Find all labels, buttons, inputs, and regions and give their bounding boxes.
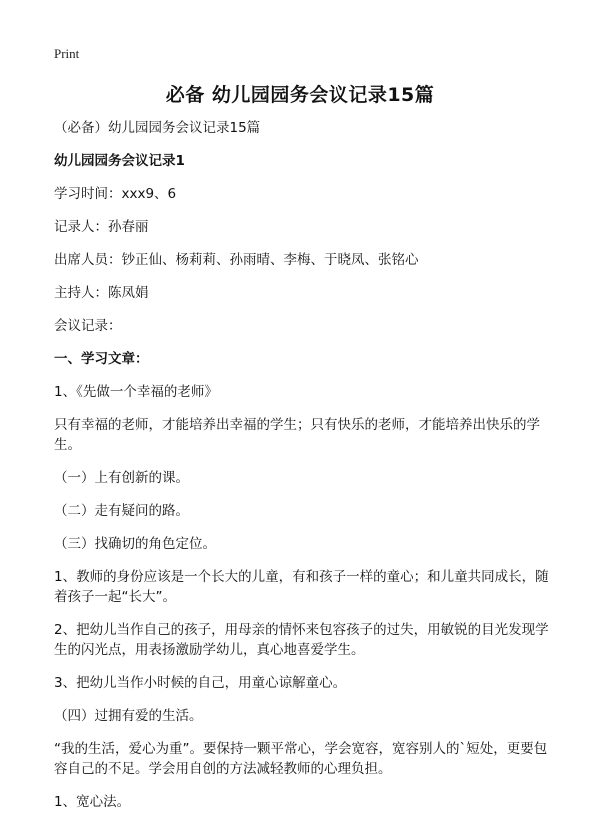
print-link[interactable]: Print xyxy=(54,46,80,61)
paragraph: 1、教师的身份应该是一个长大的儿童，有和孩子一样的童心；和儿童共同成长，随着孩子一起“长大”。 xyxy=(54,569,549,605)
paragraph: 出席人员：钞正仙、杨莉莉、孙雨晴、李梅、于晓凤、张铭心 xyxy=(54,252,419,268)
paragraph: （四）过拥有爱的生活。 xyxy=(54,708,203,724)
section-heading: 一、学习文章： xyxy=(54,351,149,367)
paragraph: 3、把幼儿当作小时候的自己，用童心谅解童心。 xyxy=(54,675,347,691)
section-heading: 幼儿园园务会议记录1 xyxy=(54,153,185,169)
paragraph: 主持人：陈凤娟 xyxy=(54,285,149,301)
paragraph: （一）上有创新的课。 xyxy=(54,470,189,486)
document-title: 必备 幼儿园园务会议记录15篇 xyxy=(165,84,435,106)
paragraph: （必备）幼儿园园务会议记录15篇 xyxy=(54,120,261,136)
document-body xyxy=(54,118,554,825)
paragraph: 1、《先做一个幸福的老师》 xyxy=(54,384,218,400)
paragraph: 1、宽心法。 xyxy=(54,794,131,810)
paragraph: 2、把幼儿当作自己的孩子，用母亲的情怀来包容孩子的过失，用敏锐的目光发现学生的闪光点，用表扬激励学幼儿，真心地喜爱学生。 xyxy=(54,622,549,658)
paragraph: 会议记录： xyxy=(54,318,122,334)
paragraph: 只有幸福的老师，才能培养出幸福的学生；只有快乐的老师，才能培养出快乐的学生。 xyxy=(54,417,540,453)
paragraph: 学习时间：xxx9、6 xyxy=(54,186,177,202)
paragraph: （三）找确切的角色定位。 xyxy=(54,536,216,552)
paragraph: “我的生活，爱心为重”。要保持一颗平常心，学会宽容，宽容别人的`短处，更要包容自己的不足。学会用自创的方法减轻教师的心理负担。 xyxy=(54,741,548,777)
paragraph: 记录人：孙春丽 xyxy=(54,219,149,235)
paragraph: （二）走有疑问的路。 xyxy=(54,503,189,519)
